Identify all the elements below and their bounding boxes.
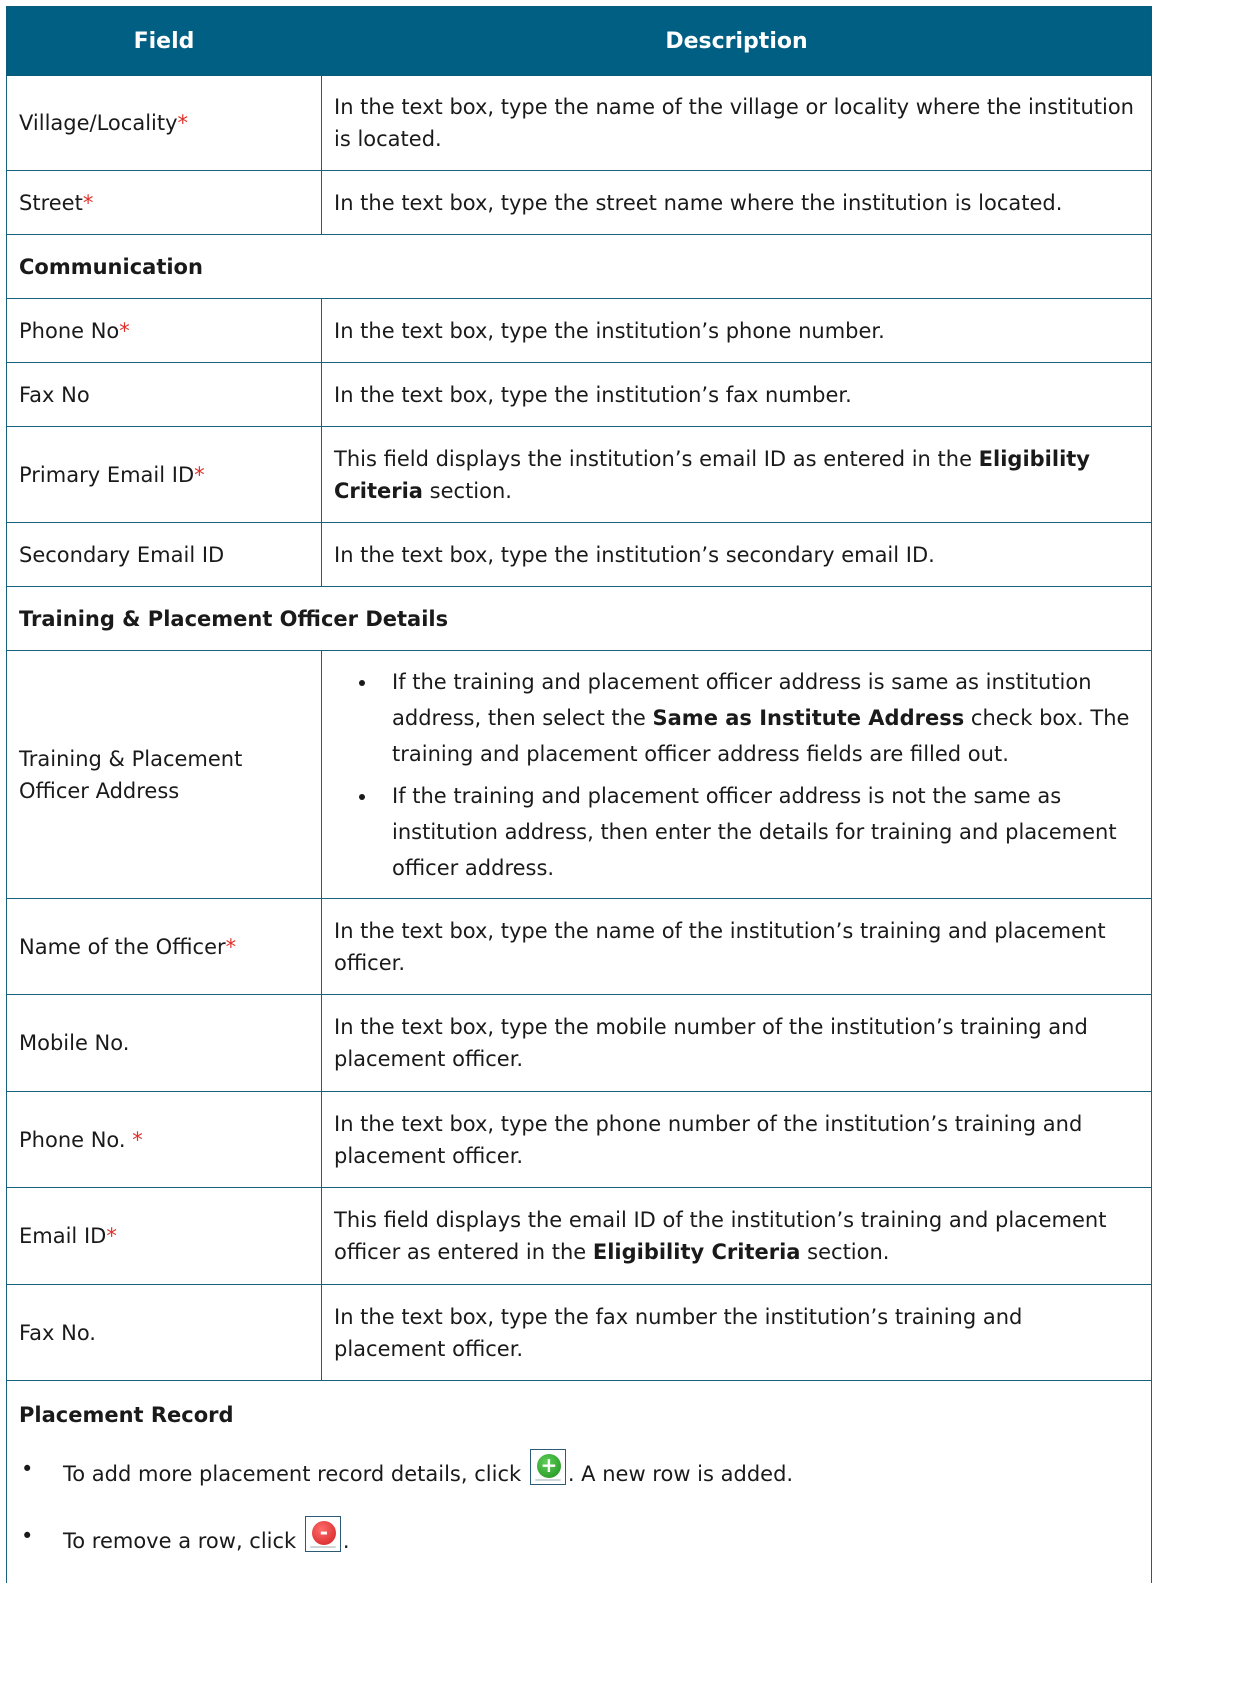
field-cell: Primary Email ID* — [7, 427, 322, 523]
table-row — [7, 899, 1152, 995]
description-column-header: Description — [322, 7, 1152, 76]
field-cell: Training & Placement Officer Address — [7, 651, 322, 899]
description-cell: In the text box, type the name of the village or locality where the institution is located. — [322, 76, 1152, 171]
field-cell: Fax No. — [7, 1285, 322, 1381]
table-row — [7, 299, 1152, 363]
description-cell: This field displays the institution’s email ID as entered in the Eligibility Criteria section. — [322, 427, 1152, 523]
table-row — [7, 363, 1152, 427]
required-marker: * — [119, 318, 130, 343]
required-marker: * — [82, 190, 94, 215]
section-row — [7, 235, 1152, 299]
table-row — [7, 1188, 1152, 1285]
field-description-table — [6, 6, 1152, 1583]
section-heading-placement-record: Placement Record — [19, 1403, 234, 1427]
placement-record-cell — [7, 1381, 1152, 1584]
list-item: • If the training and placement officer address is same as institution address, then select the Same as Institute Address check box. The training and placement officer address fields are filled out. — [378, 664, 1131, 772]
list-item: • If the training and placement officer address is not the same as institution address, then enter the details for training and placement officer address. — [378, 778, 1131, 886]
required-marker: * — [106, 1224, 117, 1248]
required-marker: * — [225, 934, 237, 959]
placement-record-row — [7, 1381, 1152, 1584]
table-row — [7, 523, 1152, 587]
description-cell: In the text box, type the phone number of the institution’s training and placement officer. — [322, 1092, 1152, 1188]
table-row — [7, 171, 1152, 235]
field-cell: Street* — [7, 171, 322, 235]
bullet-list — [19, 1449, 1139, 1561]
description-cell: In the text box, type the name of the institution’s training and placement officer. — [322, 899, 1152, 995]
table-header-row — [7, 7, 1152, 76]
minus-circle-icon[interactable]: - — [305, 1516, 341, 1552]
required-marker: * — [177, 111, 189, 135]
description-cell: This field displays the email ID of the institution’s training and placement officer as entered in the Eligibility Criteria section. — [322, 1188, 1152, 1285]
required-marker: * — [194, 462, 205, 487]
field-cell: Village/Locality* — [7, 76, 322, 171]
field-cell: Phone No. * — [7, 1092, 322, 1188]
description-cell: In the text box, type the street name where the institution is located. — [322, 171, 1152, 235]
field-cell: Name of the Officer* — [7, 899, 322, 995]
section-heading-communication: Communication — [7, 235, 1152, 299]
plus-circle-icon[interactable]: + — [530, 1449, 566, 1485]
table-row — [7, 76, 1152, 171]
table-row — [7, 651, 1152, 899]
field-cell: Secondary Email ID — [7, 523, 322, 587]
field-cell: Phone No* — [7, 299, 322, 363]
field-cell: Email ID* — [7, 1188, 322, 1285]
field-column-header: Field — [7, 7, 322, 76]
table-row — [7, 1092, 1152, 1188]
description-cell: In the text box, type the institution’s phone number. — [322, 299, 1152, 363]
table-row — [7, 1285, 1152, 1381]
field-cell: Mobile No. — [7, 995, 322, 1092]
description-cell: In the text box, type the mobile number of the institution’s training and placement officer. — [322, 995, 1152, 1092]
list-item: • To add more placement record details, click + . A new row is added. — [19, 1449, 1139, 1494]
description-cell: In the text box, type the institution’s fax number. — [322, 363, 1152, 427]
description-cell: In the text box, type the fax number the institution’s training and placement officer. — [322, 1285, 1152, 1381]
required-marker: * — [132, 1127, 143, 1152]
table-row — [7, 427, 1152, 523]
section-row — [7, 587, 1152, 651]
bullet-list — [334, 664, 1131, 886]
table-row — [7, 995, 1152, 1092]
section-heading-tpo: Training & Placement Officer Details — [7, 587, 1152, 651]
description-cell — [322, 651, 1152, 899]
list-item: • To remove a row, click - . — [19, 1516, 1139, 1561]
field-cell: Fax No — [7, 363, 322, 427]
description-cell: In the text box, type the institution’s secondary email ID. — [322, 523, 1152, 587]
